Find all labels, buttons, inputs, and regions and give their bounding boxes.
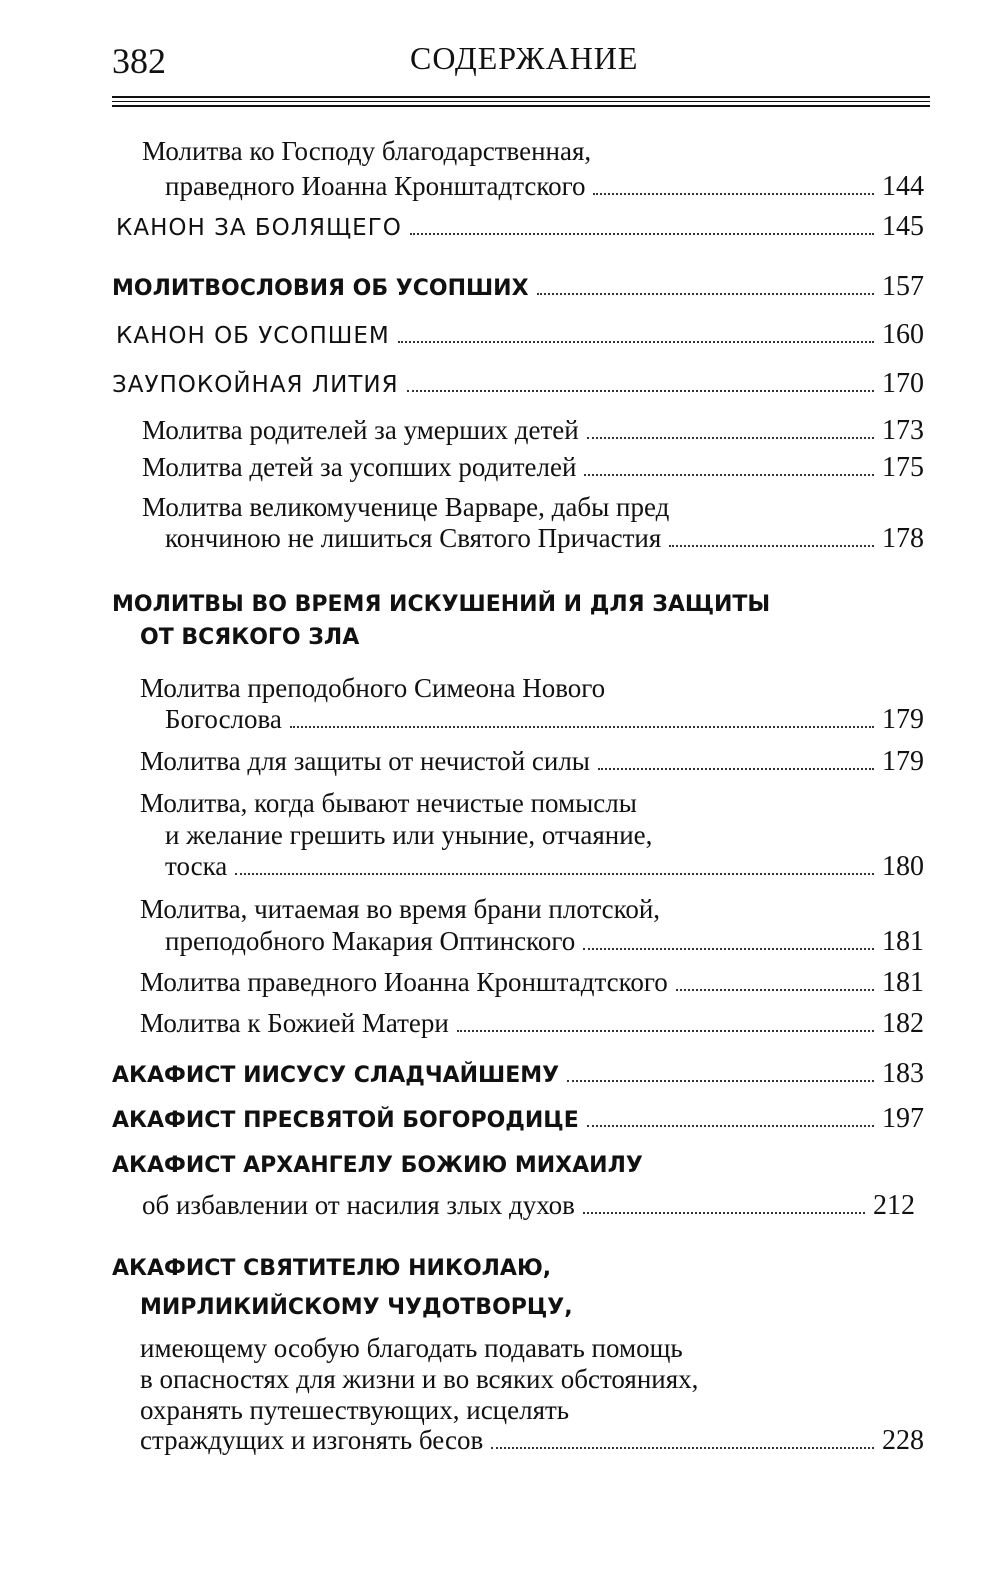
toc-entry-text: КАНОН ЗА БОЛЯЩЕГО: [116, 215, 402, 241]
leader-dots: [583, 948, 874, 950]
toc-entry-page: 182: [882, 1008, 924, 1039]
toc-entry-text: Молитва ко Господу благодарственная,: [142, 136, 592, 166]
leader-dots: [676, 989, 874, 991]
toc-entry-text: Молитва родителей за умерших детей: [142, 415, 579, 445]
toc-entry-text: имеющему особую благодать подавать помощь: [140, 1333, 683, 1363]
toc-section-title: МОЛИТВОСЛОВИЯ ОБ УСОПШИХ: [112, 276, 529, 301]
toc-entry-text: КАНОН ОБ УСОПШЕМ: [116, 323, 390, 349]
toc-entry-text: тоска: [165, 851, 228, 881]
toc-section-title: МОЛИТВЫ ВО ВРЕМЯ ИСКУШЕНИЙ И ДЛЯ ЗАЩИТЫ: [112, 592, 771, 617]
toc-entry-text: Богослова: [165, 704, 282, 734]
toc-section-title: АКАФИСТ АРХАНГЕЛУ БОЖИЮ МИХАИЛУ: [112, 1153, 643, 1178]
leader-dots: [410, 233, 874, 235]
toc-entry-text: охранять путешествующих, исцелять: [140, 1395, 570, 1425]
leader-dots: [567, 1080, 874, 1082]
toc-entry-page: 212: [873, 1190, 915, 1221]
toc-entry-text: страждущих и изгонять бесов: [140, 1425, 484, 1455]
toc-entry-page: 179: [882, 746, 924, 777]
header-rule: [112, 101, 930, 102]
leader-dots: [398, 341, 874, 343]
toc-entry-text: Молитва великомученице Варваре, дабы пред: [142, 492, 670, 522]
leader-dots: [584, 474, 874, 476]
header-rule: [112, 96, 930, 98]
toc-entry-text: Молитва, читаемая во время брани плотской,: [140, 894, 661, 924]
toc-entry-page: 178: [882, 523, 924, 554]
toc-entry-page: 173: [882, 415, 924, 446]
toc-entry-page: 179: [882, 704, 924, 735]
toc-section-title: АКАФИСТ ИИСУСУ СЛАДЧАЙШЕМУ: [112, 1063, 560, 1088]
leader-dots: [593, 193, 874, 195]
toc-section-title: ОТ ВСЯКОГО ЗЛА: [140, 625, 360, 650]
toc-entry-page: 181: [882, 967, 924, 998]
toc-entry-text: Молитва праведного Иоанна Кронштадтского: [140, 967, 668, 997]
toc-entry-text: Молитва для защиты от нечистой силы: [140, 746, 590, 776]
leader-dots: [587, 437, 874, 439]
toc-entry-page: 170: [882, 368, 924, 399]
toc-entry-text: об избавлении от насилия злых духов: [142, 1190, 575, 1220]
leader-dots: [669, 545, 874, 547]
toc-entry-page: 175: [882, 452, 924, 483]
toc-section-title: АКАФИСТ ПРЕСВЯТОЙ БОГОРОДИЦЕ: [112, 1108, 579, 1133]
leader-dots: [587, 1125, 874, 1127]
toc-entry-text: Молитва детей за усопших родителей: [142, 452, 577, 482]
toc-entry-text: Молитва преподобного Симеона Нового: [140, 673, 606, 703]
toc-section-title: АКАФИСТ СВЯТИТЕЛЮ НИКОЛАЮ,: [112, 1256, 552, 1281]
toc-section-title: МИРЛИКИЙСКОМУ ЧУДОТВОРЦУ,: [140, 1295, 573, 1320]
toc-entry-text: преподобного Макария Оптинского: [165, 926, 576, 956]
leader-dots: [583, 1212, 865, 1214]
toc-entry-text: в опасностях для жизни и во всяких обстояниях,: [140, 1364, 699, 1394]
leader-dots: [235, 873, 874, 875]
toc-entry-text: Молитва, когда бывают нечистые помыслы: [140, 788, 637, 818]
toc-entry-text: праведного Иоанна Кронштадтского: [165, 171, 586, 201]
toc-entry-page: 183: [882, 1058, 924, 1089]
toc-entry-text: ЗАУПОКОЙНАЯ ЛИТИЯ: [112, 372, 399, 398]
leader-dots: [457, 1030, 874, 1032]
toc-entry-page: 157: [882, 271, 924, 302]
toc-entry-page: 180: [882, 851, 924, 882]
leader-dots: [491, 1447, 874, 1449]
toc-entry-text: кончиною не лишиться Святого Причастия: [165, 523, 662, 553]
running-title: СОДЕРЖАНИЕ: [410, 40, 639, 76]
toc-entry-page: 144: [882, 171, 924, 202]
leader-dots: [537, 293, 874, 295]
toc-entry-page: 160: [882, 319, 924, 350]
toc-entry-page: 145: [882, 211, 924, 242]
toc-entry-text: Молитва к Божией Матери: [140, 1008, 449, 1038]
leader-dots: [407, 390, 874, 392]
toc-entry-page: 197: [882, 1103, 924, 1134]
header-rule: [112, 105, 930, 107]
toc-entry-page: 181: [882, 926, 924, 957]
leader-dots: [290, 726, 874, 728]
leader-dots: [598, 768, 874, 770]
toc-entry-text: и желание грешить или уныние, отчаяние,: [165, 820, 653, 850]
toc-entry-page: 228: [882, 1425, 924, 1456]
page-number: 382: [112, 41, 166, 81]
